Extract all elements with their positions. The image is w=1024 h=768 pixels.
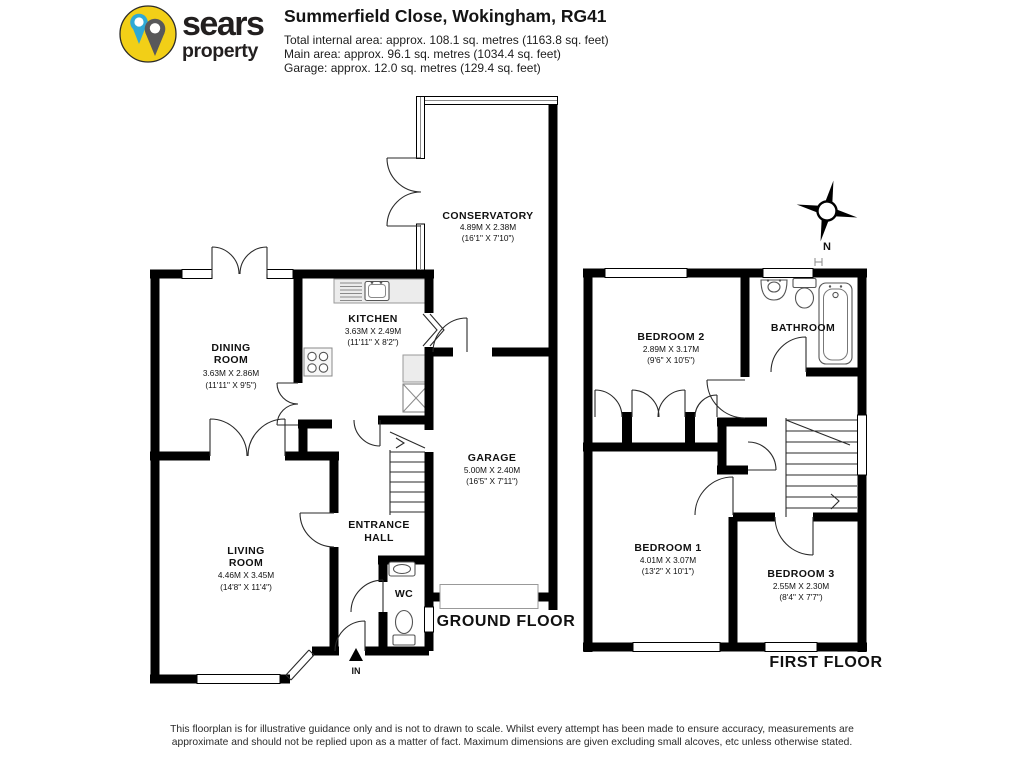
svg-text:(8'4" X 7'7"): (8'4" X 7'7") [779,592,823,602]
svg-text:3.63M X 2.49M: 3.63M X 2.49M [344,326,402,336]
entrance-label: IN [351,666,361,676]
bedroom3-window [765,643,817,652]
svg-text:HALL: HALL [364,532,394,544]
conservatory-glazing [417,97,558,271]
wc-fixtures [389,562,415,645]
dining-living-double-doors [210,419,285,456]
compass-icon [790,174,864,253]
svg-text:(11'11" X 9'5"): (11'11" X 9'5") [205,380,257,390]
wc-door [351,580,383,612]
staircase-ground [390,432,425,515]
wardrobe-doors [595,390,717,417]
svg-text:DINING: DINING [211,342,251,354]
wardrobe-divider [622,412,632,447]
svg-text:(16'5" X 7'11"): (16'5" X 7'11") [466,476,518,486]
hall-side-window [425,607,434,632]
bedroom2-door [707,380,745,418]
landing-window [858,415,867,475]
bedroom1-window [633,643,720,652]
svg-text:(16'1" X 7'10"): (16'1" X 7'10") [461,233,515,243]
svg-text:BEDROOM 3: BEDROOM 3 [767,568,835,580]
room-label-bathroom: BATHROOM [770,322,836,334]
svg-text:4.89M X 2.38M: 4.89M X 2.38M [459,222,517,232]
dining-window-right [267,270,293,279]
kitchen-counter [334,279,430,303]
svg-text:4.01M X 3.07M: 4.01M X 3.07M [639,555,697,565]
brand-word-property: property [182,40,258,62]
living-room-door [300,513,334,547]
disclaimer-line-2: approximate and should not be replied upon as a matter of fact. Maximum dimensions are given excluding small alcoves, etc unless otherwise stated. [171,736,853,748]
wc-toilet [396,611,413,634]
room-label-living [218,545,274,592]
garage-area-line: Garage: approx. 12.0 sq. metres (129.4 sq. feet) [284,61,541,75]
room-label-kitchen [345,313,401,347]
room-label-conservatory [442,210,533,243]
garage-door [440,585,538,609]
conservatory-french-doors [387,158,421,226]
svg-text:3.63M X 2.86M: 3.63M X 2.86M [202,368,260,378]
north-label: N [823,241,831,253]
bedroom1-door [695,477,733,515]
bathroom-basin [761,279,787,300]
page-title: Summerfield Close, Wokingham, RG41 [284,6,607,26]
room-label-bedroom2 [637,331,704,365]
svg-text:LIVING: LIVING [227,545,265,557]
room-label-wc: WC [394,588,414,600]
room-label-garage [464,452,520,486]
first-floor-plan [583,258,883,671]
wardrobe-divider [685,412,695,447]
airing-cupboard-door [748,442,776,470]
kitchen-hob [304,348,332,376]
disclaimer [0,724,1024,750]
bathroom-door [771,337,806,372]
svg-text:BEDROOM 1: BEDROOM 1 [634,542,702,554]
room-label-bedroom3 [767,568,834,602]
entrance-arrow-icon [349,648,363,661]
ground-floor-plan [150,97,575,684]
bedroom3-door [775,517,813,555]
living-bay-window [286,650,314,680]
front-door [335,621,365,651]
svg-text:5.00M X 2.40M: 5.00M X 2.40M [463,465,521,475]
svg-text:ROOM: ROOM [228,557,264,569]
kitchen-dining-doors [277,383,298,425]
dining-patio-doors [212,247,267,274]
svg-text:4.46M X 3.45M: 4.46M X 3.45M [217,570,275,580]
brand-word-sears: sears [182,5,264,43]
svg-text:ENTRANCE: ENTRANCE [348,519,410,531]
living-window [197,675,280,684]
staircase-first [786,418,857,517]
first-floor-label: FIRST FLOOR [769,654,883,671]
room-label-dining [203,342,259,390]
svg-text:(9'6" X 10'5"): (9'6" X 10'5") [647,355,695,365]
svg-text:BEDROOM 2: BEDROOM 2 [637,331,705,343]
ground-floor-label: GROUND FLOOR [436,613,576,630]
svg-text:(11'11" X 8'2"): (11'11" X 8'2") [347,337,399,347]
svg-text:GARAGE: GARAGE [467,452,517,464]
room-label-bedroom1 [634,542,701,576]
bedroom2-window [605,269,687,278]
room-label-entrance-hall [348,519,410,544]
svg-text:(14'8" X 11'4"): (14'8" X 11'4") [220,582,272,592]
svg-text:CONSERVATORY: CONSERVATORY [442,210,534,222]
main-area-line: Main area: approx. 96.1 sq. metres (1034.4 sq. feet) [284,47,561,61]
dining-window-left [182,270,212,279]
svg-text:2.89M X 3.17M: 2.89M X 3.17M [642,344,700,354]
kitchen-hall-door [354,420,380,446]
bathroom-window [763,269,813,278]
svg-text:ROOM: ROOM [213,354,249,366]
svg-text:KITCHEN: KITCHEN [348,313,398,325]
bathroom-toilet [793,279,816,309]
svg-text:(13'2" X 10'1"): (13'2" X 10'1") [641,566,695,576]
svg-text:2.55M X 2.30M: 2.55M X 2.30M [772,581,830,591]
disclaimer-line-1: This floorplan is for illustrative guidance only and is not to drawn to scale. Whilst every attempt has been made to ensure accuracy, measurements are [170,724,854,735]
total-area-line: Total internal area: approx. 108.1 sq. metres (1163.8 sq. feet) [284,33,609,47]
vent-mark [815,258,822,266]
